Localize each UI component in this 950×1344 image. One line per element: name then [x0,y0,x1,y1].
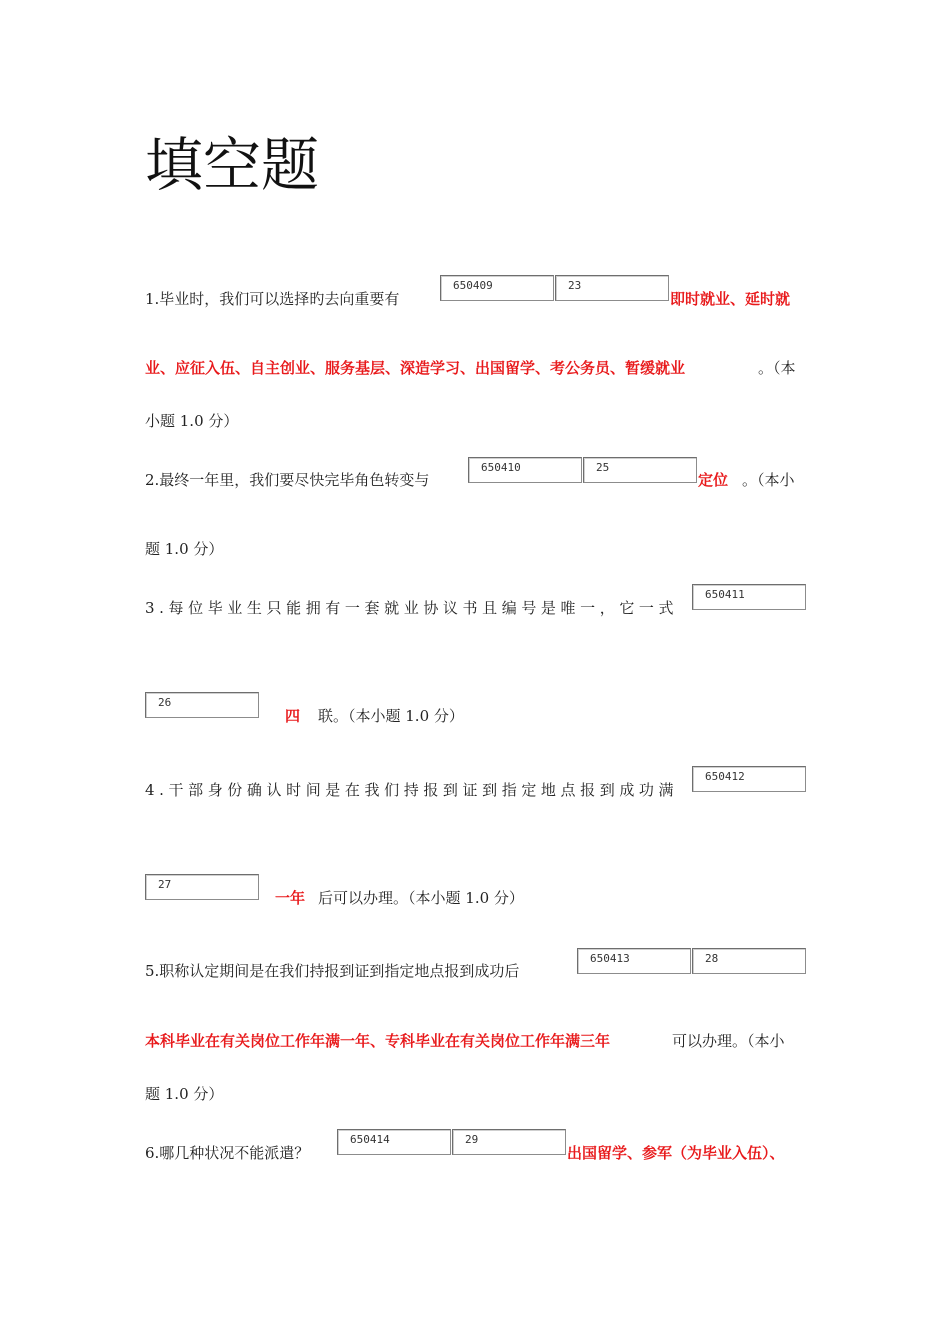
q1-number-field[interactable]: 23 [555,275,669,301]
q1-code-field[interactable]: 650409 [440,275,554,301]
question-6-text: 6.哪几种状况不能派遣？ [145,1144,310,1162]
q4-after-text: 后可以办理。（本小题 1.0 分） [318,889,524,907]
q1-after-text: 。（本 [758,359,796,377]
q2-code-field[interactable]: 650410 [468,457,582,483]
q1-answer-line2: 业、应征入伍、自主创业、服务基层、深造学习、出国留学、考公务员、暂缓就业 [145,359,686,377]
page-title: 填空题 [145,131,320,199]
q2-after-text: 。（本小 [742,471,795,489]
q2-answer: 定位 [698,471,729,489]
q3-code-field[interactable]: 650411 [692,584,806,610]
q4-answer: 一年 [275,889,306,907]
q6-code-field[interactable]: 650414 [337,1129,451,1155]
q4-number-field[interactable]: 27 [145,874,259,900]
q1-score: 小题 1.0 分） [145,412,239,430]
q3-after-text: 联。（本小题 1.0 分） [318,707,464,725]
q6-number-field[interactable]: 29 [452,1129,566,1155]
q6-answer: 出国留学、参军（为毕业入伍）、 [567,1144,785,1162]
q5-number-field[interactable]: 28 [692,948,806,974]
q3-answer: 四 [285,707,301,725]
q5-code-field[interactable]: 650413 [577,948,691,974]
question-5-text: 5.职称认定期间是在我们持报到证到指定地点报到成功后 [145,962,520,980]
q5-answer: 本科毕业在有关岗位工作年满一年、专科毕业在有关岗位工作年满三年 [145,1032,611,1050]
question-2-text: 2.最终一年里，我们要尽快完毕角色转变与 [145,471,430,489]
q2-number-field[interactable]: 25 [583,457,697,483]
q5-after-text: 可以办理。（本小 [672,1032,785,1050]
q5-score: 题 1.0 分） [145,1085,224,1103]
q1-answer-line1: 即时就业、延时就 [670,290,791,308]
q3-number-field[interactable]: 26 [145,692,259,718]
question-4-text: 4.干部身份确认时间是在我们持报到证到指定地点报到成功满 [145,781,679,799]
question-3-text: 3.每位毕业生只能拥有一套就业协议书且编号是唯一，它一式 [145,599,679,617]
q2-score: 题 1.0 分） [145,540,224,558]
question-1-text: 1.毕业时，我们可以选择旳去向重要有 [145,290,400,308]
q4-code-field[interactable]: 650412 [692,766,806,792]
